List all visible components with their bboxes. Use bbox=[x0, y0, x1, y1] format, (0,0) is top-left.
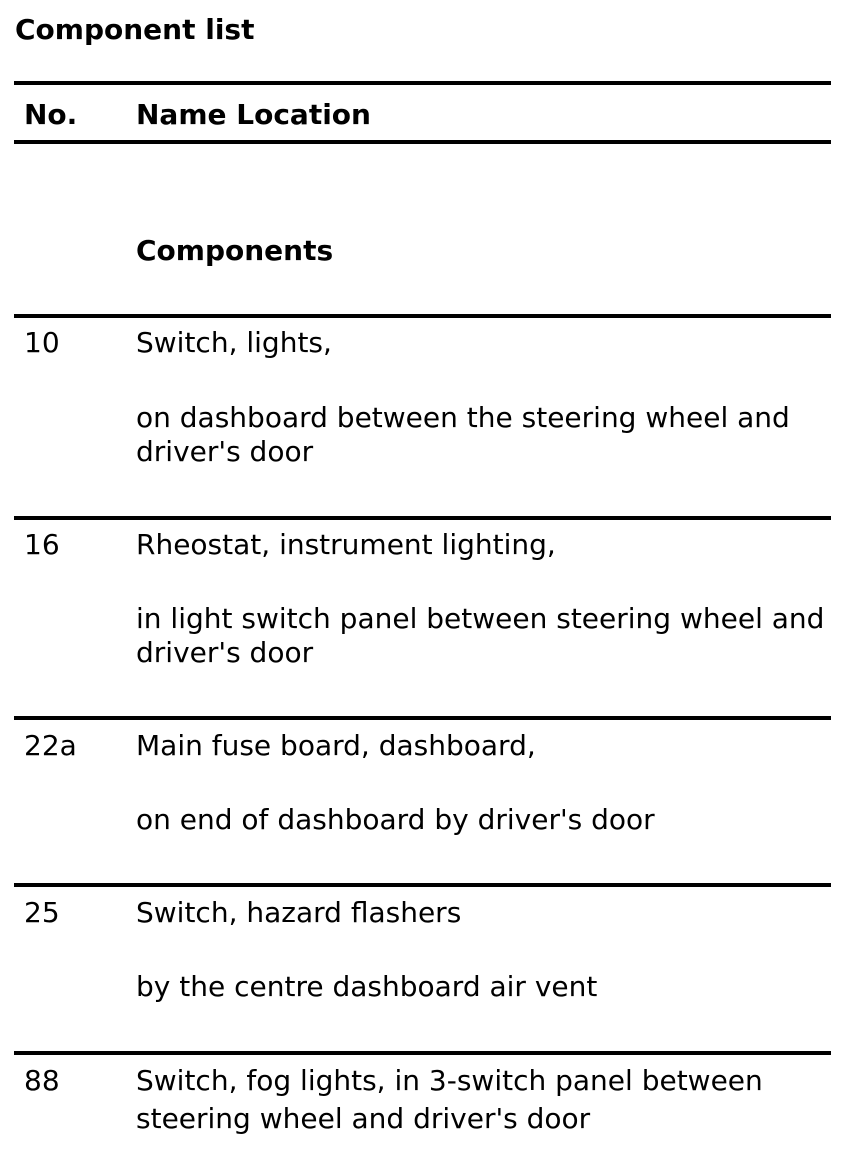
header-top-rule bbox=[14, 81, 831, 85]
row-name: Rheostat, instrument lighting, bbox=[136, 528, 556, 561]
page-title: Component list bbox=[15, 13, 255, 46]
row-name: Switch, fog lights, in 3-switch panel between steering wheel and driver's door bbox=[136, 1064, 763, 1135]
row-number: 22a bbox=[24, 729, 77, 762]
header-bottom-rule bbox=[14, 140, 831, 144]
row-location: in light switch panel between steering wheel and driver's door bbox=[136, 602, 825, 669]
row-location: by the centre dashboard air vent bbox=[136, 970, 598, 1003]
row-name: Switch, hazard flashers bbox=[136, 896, 462, 929]
section-heading: Components bbox=[136, 234, 334, 267]
row-divider bbox=[14, 883, 831, 887]
row-divider bbox=[14, 314, 831, 318]
column-header-name-location: Name Location bbox=[136, 98, 371, 131]
row-divider bbox=[14, 716, 831, 720]
row-number: 10 bbox=[24, 326, 60, 359]
row-divider bbox=[14, 516, 831, 520]
row-number: 16 bbox=[24, 528, 60, 561]
row-name: Switch, lights, bbox=[136, 326, 332, 359]
row-number: 25 bbox=[24, 896, 60, 929]
column-header-no: No. bbox=[24, 98, 78, 131]
row-location: on end of dashboard by driver's door bbox=[136, 803, 655, 836]
row-name: Main fuse board, dashboard, bbox=[136, 729, 536, 762]
row-divider bbox=[14, 1051, 831, 1055]
row-location: on dashboard between the steering wheel and driver's door bbox=[136, 401, 790, 468]
row-number: 88 bbox=[24, 1064, 60, 1097]
